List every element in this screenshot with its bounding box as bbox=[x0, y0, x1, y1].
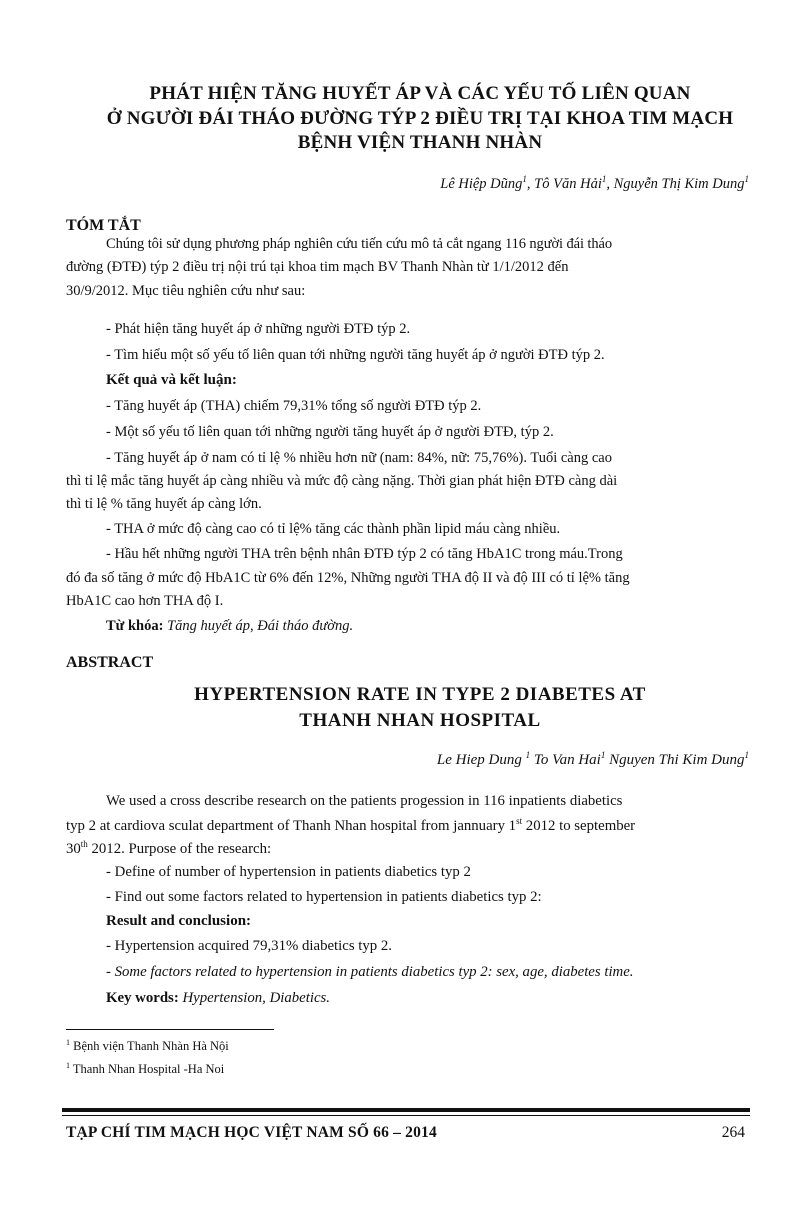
journal-name: TẠP CHÍ TIM MẠCH HỌC VIỆT NAM SỐ 66 – 2014 bbox=[66, 1124, 437, 1141]
keywords-text: Tăng huyết áp, Đái tháo đường. bbox=[163, 618, 354, 634]
abstract-result: - Hypertension acquired 79,31% diabetics typ 2. bbox=[106, 938, 392, 954]
abstract-results-heading: Result and conclusion: bbox=[106, 913, 252, 929]
authors-vietnamese bbox=[440, 174, 749, 193]
summary-result: - Một số yếu tố liên quan tới những người tăng huyết áp ở người ĐTĐ, týp 2. bbox=[106, 424, 554, 440]
article-title bbox=[80, 82, 760, 156]
summary-results-heading: Kết quả và kết luận: bbox=[106, 372, 237, 388]
author-name: Lê Hiệp Dũng bbox=[440, 175, 523, 192]
abstract-intro-text: 2012 to september bbox=[522, 817, 636, 834]
footnote-mark: 1 bbox=[66, 1038, 70, 1047]
summary-result-continued: đó đa số tăng ở mức độ HbA1C từ 6% đến 12%, Những người THA độ II và độ III có tỉ lệ% tăng bbox=[66, 570, 630, 586]
abstract-title-line-1: HYPERTENSION RATE IN TYPE 2 DIABETES AT bbox=[194, 684, 646, 705]
author-name: Le Hiep Dung bbox=[436, 752, 526, 768]
affiliation-mark: 1 bbox=[744, 174, 749, 184]
abstract-intro-text: 30 bbox=[66, 840, 81, 857]
author-name: To Van Hai bbox=[530, 752, 601, 768]
abstract-intro-text: typ 2 at cardiova sculat department of Thanh Nhan hospital from jannuary 1 bbox=[66, 817, 517, 834]
summary-result-continued: HbA1C cao hơn THA độ I. bbox=[66, 593, 224, 609]
abstract-intro-text: 2012. Purpose of the research: bbox=[87, 840, 272, 857]
footnote bbox=[66, 1061, 224, 1077]
summary-result-continued: thì tỉ lệ % tăng huyết áp càng lớn. bbox=[66, 496, 262, 512]
title-line-2: Ở NGƯỜI ĐÁI THÁO ĐƯỜNG TÝP 2 ĐIỀU TRỊ TẠI KHOA TIM MẠCH bbox=[106, 107, 734, 129]
abstract-purpose: - Find out some factors related to hypertension in patients diabetics typ 2: bbox=[106, 889, 542, 905]
summary-keywords bbox=[106, 618, 353, 635]
affiliation-mark: 1 bbox=[522, 174, 527, 184]
abstract-result: - Some factors related to hypertension in patients diabetics typ 2: sex, age, diabetes time. bbox=[106, 964, 634, 980]
abstract-purpose: - Define of number of hypertension in patients diabetics typ 2 bbox=[106, 864, 471, 880]
abstract-intro-line bbox=[66, 839, 271, 858]
summary-result: - Tăng huyết áp (THA) chiếm 79,31% tổng số người ĐTĐ týp 2. bbox=[106, 398, 482, 414]
author-name: Nguyen Thi Kim Dung bbox=[605, 752, 745, 768]
footnote-mark: 1 bbox=[66, 1061, 70, 1070]
keywords-text: Hypertension, Diabetics. bbox=[178, 990, 330, 1006]
abstract-keywords bbox=[106, 990, 330, 1007]
affiliation-mark: 1 bbox=[601, 174, 607, 184]
affiliation-mark: 1 bbox=[744, 750, 749, 760]
abstract-intro-line bbox=[66, 816, 635, 835]
abstract-title-line-2: THANH NHAN HOSPITAL bbox=[299, 710, 541, 731]
footnote-text: Bệnh viện Thanh Nhàn Hà Nội bbox=[70, 1039, 229, 1054]
abstract-intro-line: We used a cross describe research on the patients progession in 116 inpatients diabetics bbox=[106, 793, 623, 809]
affiliation-mark: 1 bbox=[525, 750, 531, 760]
summary-result-continued: thì tỉ lệ mắc tăng huyết áp càng nhiều và mức độ càng nặng. Thời gian phát hiện ĐTĐ càng dài bbox=[66, 473, 618, 489]
footnote bbox=[66, 1038, 229, 1054]
abstract-heading: ABSTRACT bbox=[66, 654, 154, 671]
summary-goal: - Phát hiện tăng huyết áp ở những người ĐTĐ týp 2. bbox=[106, 321, 411, 337]
title-line-3: BỆNH VIỆN THANH NHÀN bbox=[297, 132, 543, 153]
author-name: Tô Văn Hải bbox=[534, 175, 602, 192]
summary-heading: TÓM TẮT bbox=[66, 217, 141, 234]
summary-result: - Hầu hết những người THA trên bệnh nhân ĐTĐ týp 2 có tăng HbA1C trong máu.Trong bbox=[106, 546, 623, 562]
summary-result: - Tăng huyết áp ở nam có tỉ lệ % nhiều hơn nữ (nam: 84%, nữ: 75,76%). Tuổi càng cao bbox=[106, 450, 612, 466]
journal-page: PHÁT HIỆN TĂNG HUYẾT ÁP VÀ CÁC YẾU TỐ LIÊN QUAN Ở NGƯỜI ĐÁI THÁO ĐƯỜNG TÝP 2 ĐIỀU TRỊ TẠI KHOA TIM MẠCH BỆNH VIỆN THANH NHÀN Lê Hiệp Dũng$^1$, Tô Văn Hải$^1$, Nguyễn Thị Kim Dung$^1$ TÓM TẮT Chúng tôi sử dụng phương pháp nghiên cứu tiến cứu mô tả cắt ngang 116 người đái tháo đường (ĐTĐ) týp 2 điều trị nội trú tại khoa tim mạch BV Thanh Nhàn từ 1/1/2012 đến 30/9/2012. Mục tiêu nghiên cứu như sau: - Phát hiện tăng huyết áp ở những người ĐTĐ týp 2. - Tìm hiểu một số yếu tố liên quan tới những người tăng huyết áp ở người ĐTĐ týp 2. Kết quả và kết luận: - Tăng huyết áp (THA) chiếm 79,31% tổng số người ĐTĐ týp 2. - Một số yếu tố liên quan tới những người tăng huyết áp ở người ĐTĐ, týp 2. - Tăng huyết áp ở nam có tỉ lệ % nhiều hơn nữ (nam: 84%, nữ: 75,76%). Tuổi càng cao thì tỉ lệ mắc tăng huyết áp càng nhiều và mức độ càng nặng. Thời gian phát hiện ĐTĐ càng dài thì tỉ lệ % tăng huyết áp càng lớn. - THA ở mức độ càng cao có tỉ lệ% tăng các thành phần lipid máu càng nhiều. - Hầu hết những người THA trên bệnh nhân ĐTĐ týp 2 có tăng HbA1C trong máu.Trong đó đa số tăng ở mức độ HbA1C từ 6% đến 12%, Những người THA độ II và độ III có tỉ lệ% tăng HbA1C cao hơn THA độ I. Từ khóa: Tăng huyết áp, Đái tháo đường. ABSTRACT HYPERTENSION RATE IN TYPE 2 DIABETES AT THANH NHAN HOSPITAL Le Hiep Dung $^1$ To Van Hai$^1$ Nguyen Thi Kim Dung$^1$ We used a cross describe research on the patients progession in 116 inpatients diabetics typ 2 at cardiova sculat department of Thanh Nhan hospital from jannuary 1st 2012 to september 30th 2012. Purpose of the research: - Define of number of hypertension in patients diabetics typ 2 - Find out some factors related to hypertension in patients diabetics typ 2: Result and conclusion: - Hypertension acquired 79,31% diabetics typ 2. - Some factors related to hypertension in patients diabetics typ 2: sex, age, diabetes time. Key words: Hypertension, Diabetics. $^1$ Bệnh viện Thanh Nhàn Hà Nội $^1$ Thanh Nhan Hospital -Ha Noi TẠP CHÍ TIM MẠCH HỌC VIỆT NAM SỐ 66 – 2014 264 bbox=[0, 0, 811, 1216]
ordinal-suffix: st bbox=[516, 816, 523, 826]
title-line-1: PHÁT HIỆN TĂNG HUYẾT ÁP VÀ CÁC YẾU TỐ LIÊN QUAN bbox=[149, 83, 691, 104]
summary-goal: - Tìm hiểu một số yếu tố liên quan tới những người tăng huyết áp ở người ĐTĐ týp 2. bbox=[106, 347, 605, 363]
keywords-label: Từ khóa: bbox=[106, 618, 164, 634]
footnote-divider bbox=[66, 1029, 274, 1030]
ordinal-suffix: th bbox=[80, 839, 88, 849]
affiliation-mark: 1 bbox=[600, 750, 606, 760]
footer-rule bbox=[62, 1115, 750, 1116]
footer-rule bbox=[62, 1108, 750, 1112]
summary-result: - THA ở mức độ càng cao có tỉ lệ% tăng các thành phần lipid máu càng nhiều. bbox=[106, 521, 561, 537]
footnote-text: Thanh Nhan Hospital -Ha Noi bbox=[70, 1062, 225, 1077]
author-name: Nguyễn Thị Kim Dung bbox=[613, 175, 745, 192]
page-number: 264 bbox=[721, 1124, 745, 1141]
authors-english bbox=[437, 750, 749, 769]
abstract-title bbox=[80, 682, 760, 734]
keywords-label: Key words: bbox=[106, 990, 179, 1006]
author-separator: , bbox=[606, 175, 614, 192]
author-separator: , bbox=[526, 175, 535, 192]
